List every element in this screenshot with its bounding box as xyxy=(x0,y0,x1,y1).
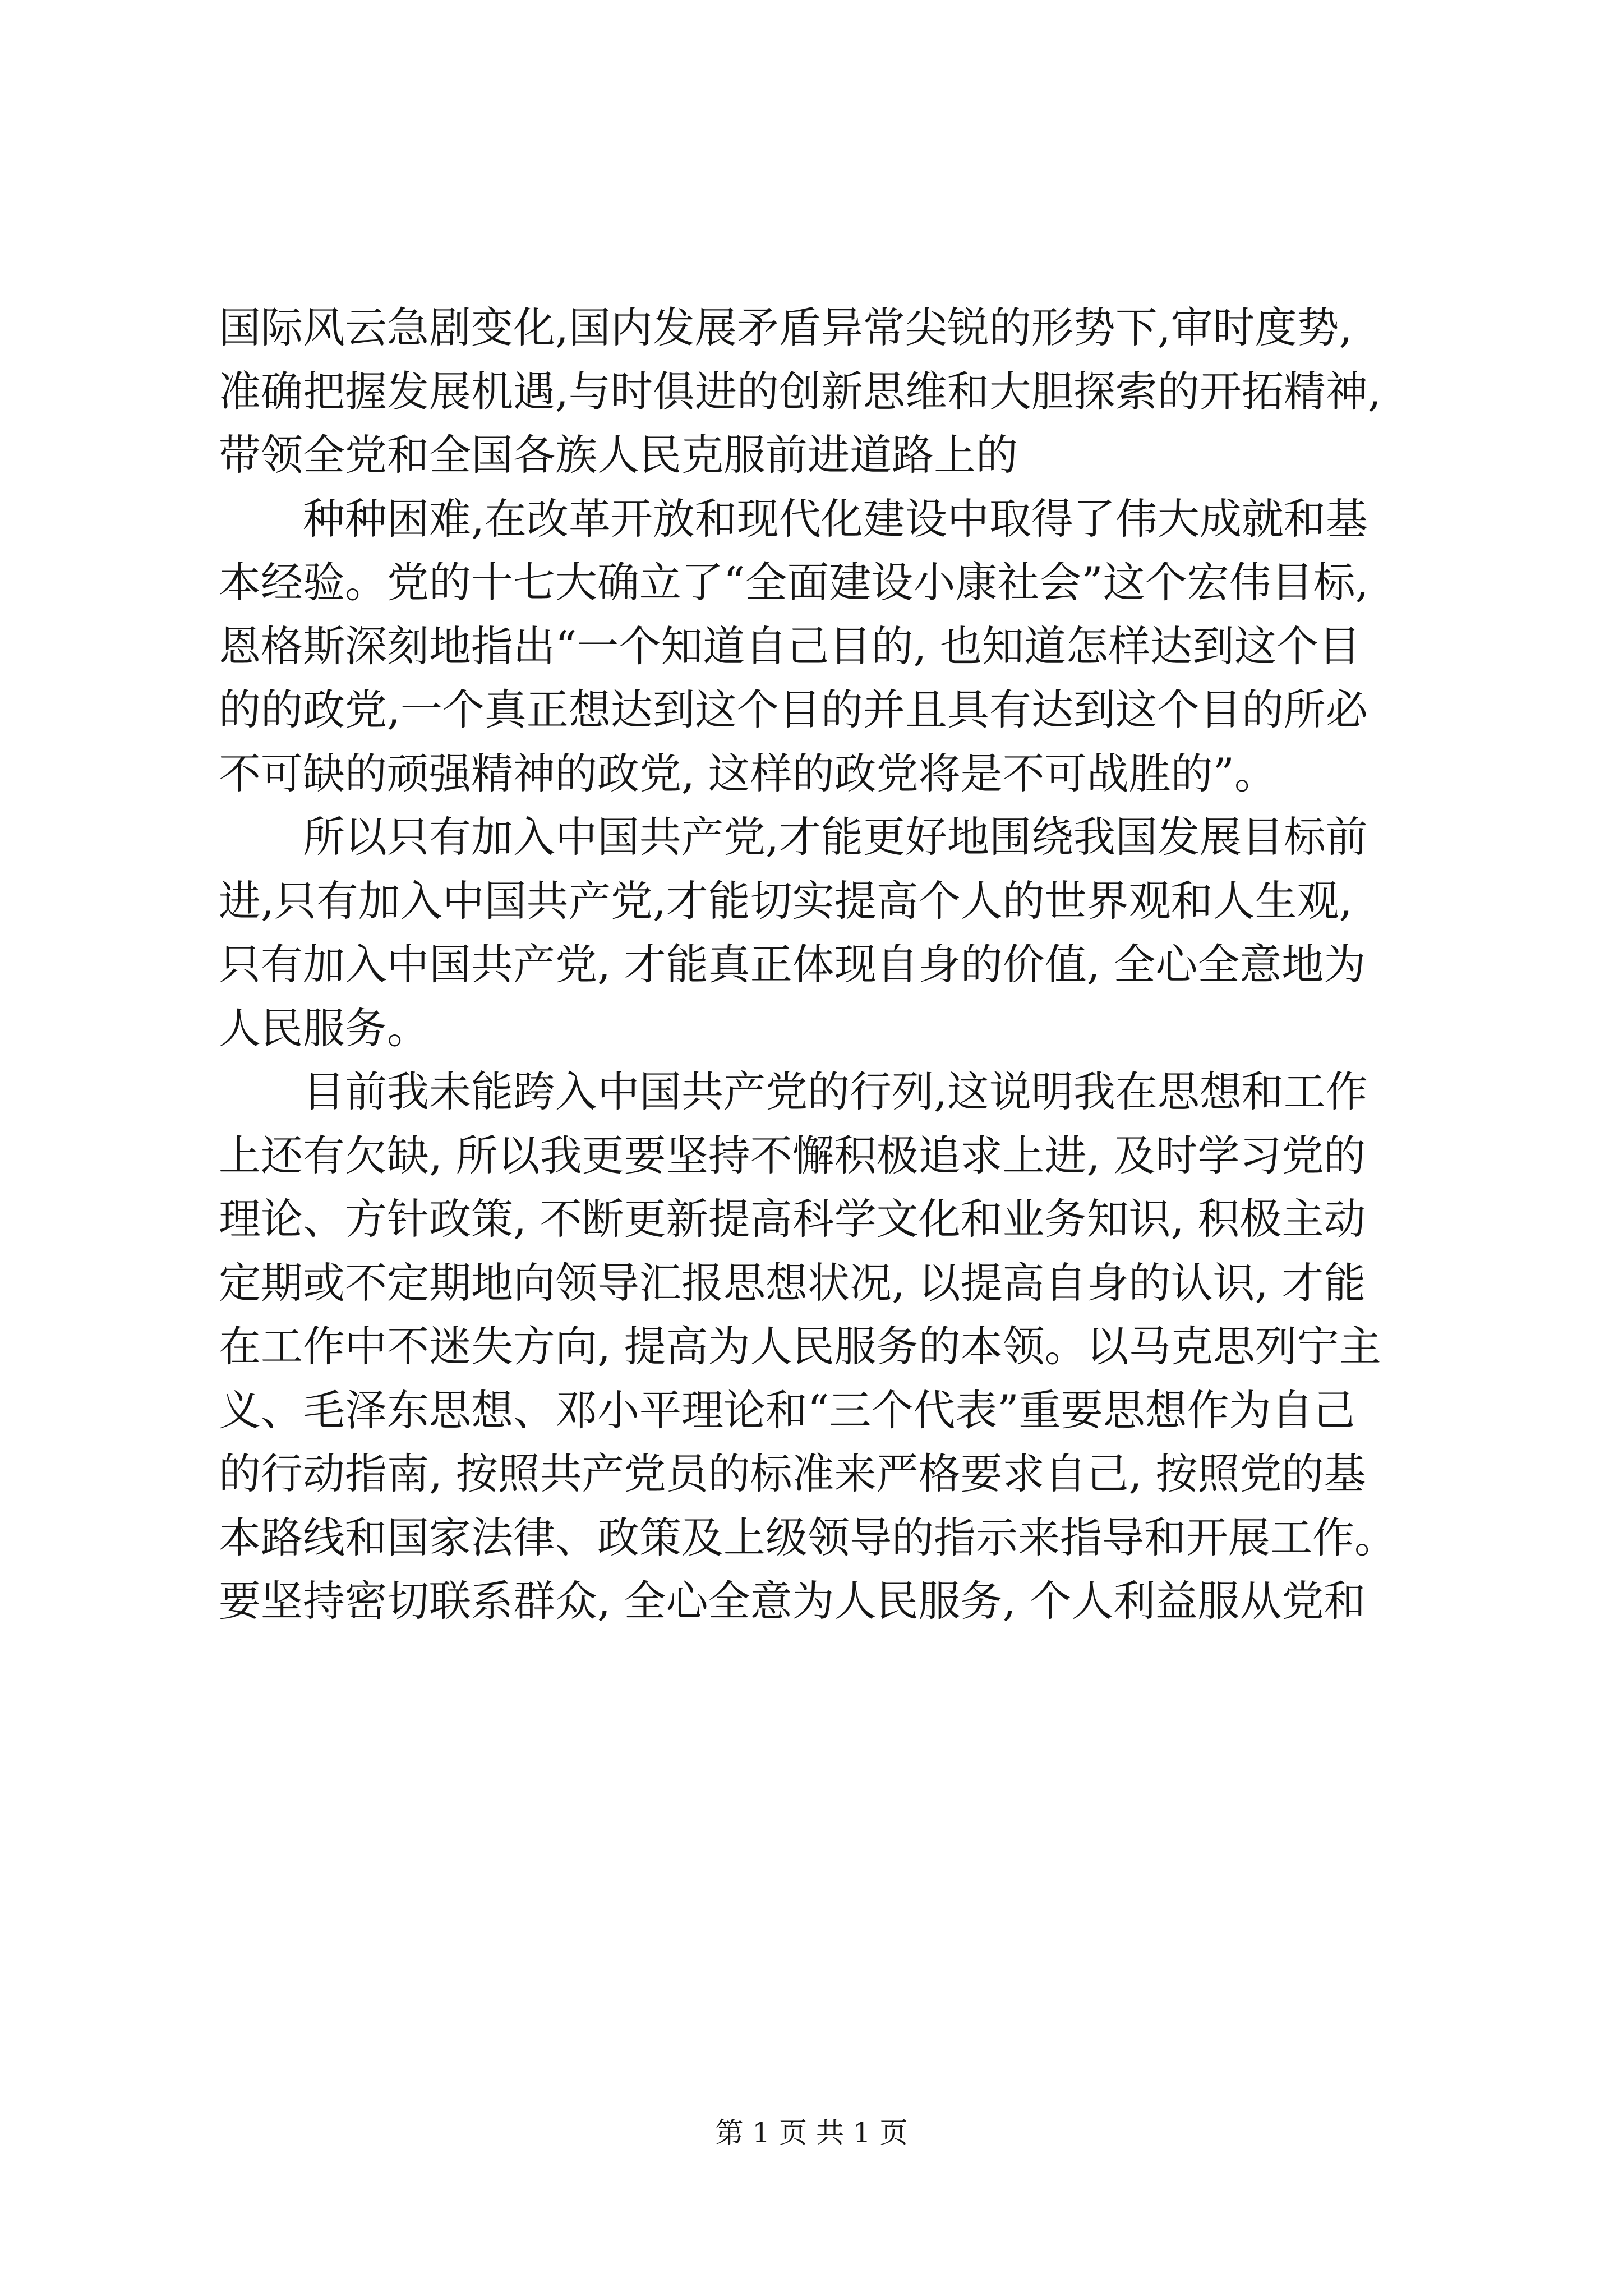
text-line: 本路线和国家法律、政策及上级领导的指示来指导和开展工作。 xyxy=(219,1512,1397,1562)
text-line: 只有加入中国共产党, 才能真正体现自身的价值, 全心全意地为 xyxy=(219,940,1366,989)
text-line: 准确把握发展机遇,与时俱进的创新思维和大胆探索的开拓精神, xyxy=(219,366,1381,416)
text-line: 的的政党,一个真正想达到这个目的并且具有达到这个目的所必 xyxy=(219,685,1368,734)
text-line: 所以只有加入中国共产党,才能更好地围绕我国发展目标前 xyxy=(219,812,1368,862)
text-line: 国际风云急剧变化,国内发展矛盾异常尖锐的形势下,审时度势, xyxy=(219,303,1353,352)
text-line: 种种困难,在改革开放和现代化建设中取得了伟大成就和基 xyxy=(219,494,1368,544)
text-line: 要坚持密切联系群众, 全心全意为人民服务, 个人利益服从党和 xyxy=(219,1576,1366,1626)
text-line: 目前我未能跨入中国共产党的行列,这说明我在思想和工作 xyxy=(219,1067,1368,1116)
text-line: 带领全党和全国各族人民克服前进道路上的 xyxy=(219,430,1018,480)
text-line: 恩格斯深刻地指出“一个知道自己目的, 也知道怎样达到这个目 xyxy=(219,621,1361,671)
text-line: 本经验。党的十七大确立了“全面建设小康社会”这个宏伟目标, xyxy=(219,558,1369,607)
text-line: 在工作中不迷失方向, 提高为人民服务的本领。以马克思列宁主 xyxy=(219,1322,1381,1371)
text-line: 人民服务。 xyxy=(219,1003,430,1053)
text-line: 的行动指南, 按照共产党员的标准来严格要求自己, 按照党的基 xyxy=(219,1449,1366,1498)
text-line: 义、毛泽东思想、邓小平理论和“三个代表”重要思想作为自己 xyxy=(219,1385,1355,1435)
page-number-footer: 第 1 页 共 1 页 xyxy=(715,2116,908,2149)
text-line: 定期或不定期地向领导汇报思想状况, 以提高自身的认识, 才能 xyxy=(219,1258,1366,1308)
text-line: 不可缺的顽强精神的政党, 这样的政党将是不可战胜的”。 xyxy=(219,748,1277,798)
text-line: 理论、方针政策, 不断更新提高科学文化和业务知识, 积极主动 xyxy=(219,1194,1366,1244)
text-line: 上还有欠缺, 所以我更要坚持不懈积极追求上进, 及时学习党的 xyxy=(219,1130,1366,1180)
text-line: 进,只有加入中国共产党,才能切实提高个人的世界观和人生观, xyxy=(219,876,1353,926)
document-body xyxy=(219,296,1458,1634)
